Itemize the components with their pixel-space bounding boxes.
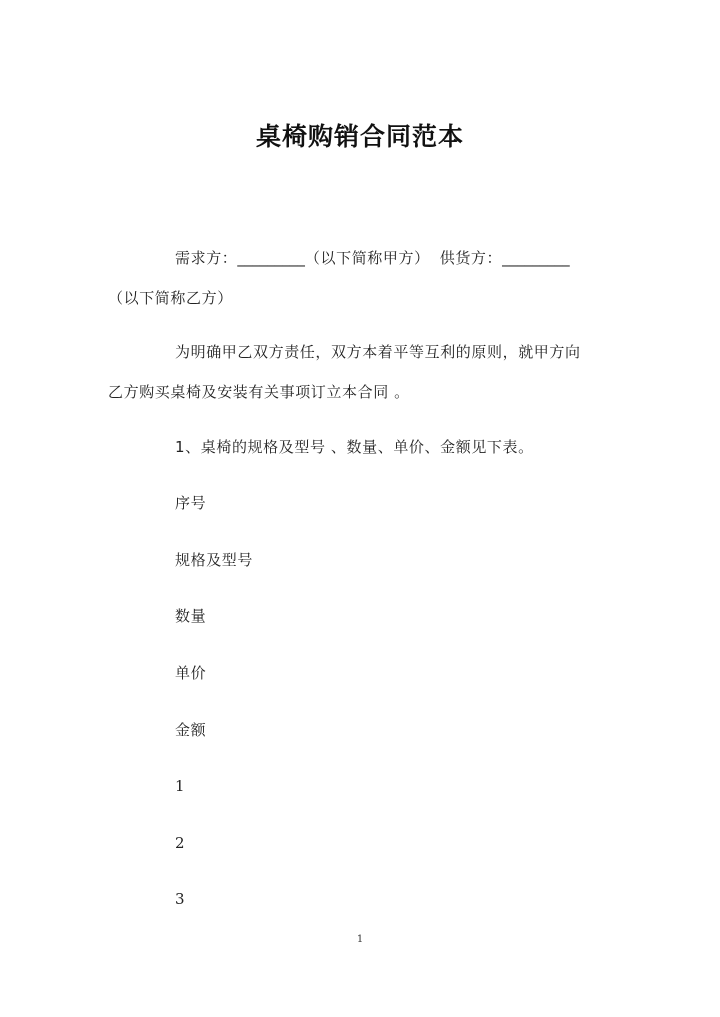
table-header-quantity: 数量 <box>175 607 207 625</box>
table-header-unit-price: 单价 <box>175 664 207 682</box>
page-number: 1 <box>356 934 364 945</box>
table-header-amount: 金额 <box>175 721 207 739</box>
parties-line <box>175 247 570 269</box>
seller-label: 供货方： <box>439 249 503 267</box>
intro-line-1: 为明确甲乙双方责任，双方本着平等互利的原则，就甲方向 <box>175 343 581 361</box>
document-title: 桌椅购销合同范本 <box>255 122 464 151</box>
buyer-alias: （以下简称甲方） <box>304 249 430 267</box>
table-header-serial: 序号 <box>175 494 207 512</box>
table-row-3: 3 <box>175 890 186 908</box>
table-row-2: 2 <box>175 834 186 852</box>
seller-blank: _________ <box>502 249 570 267</box>
table-header-spec: 规格及型号 <box>175 551 254 569</box>
intro-line-2: 乙方购买桌椅及安装有关事项订立本合同 。 <box>108 383 410 401</box>
buyer-blank: _________ <box>237 249 305 267</box>
seller-alias: （以下简称乙方） <box>108 289 233 307</box>
buyer-label: 需求方： <box>175 249 238 267</box>
table-row-1: 1 <box>175 777 186 795</box>
clause-1: 1、桌椅的规格及型号 、数量、单价、金额见下表。 <box>175 438 534 456</box>
